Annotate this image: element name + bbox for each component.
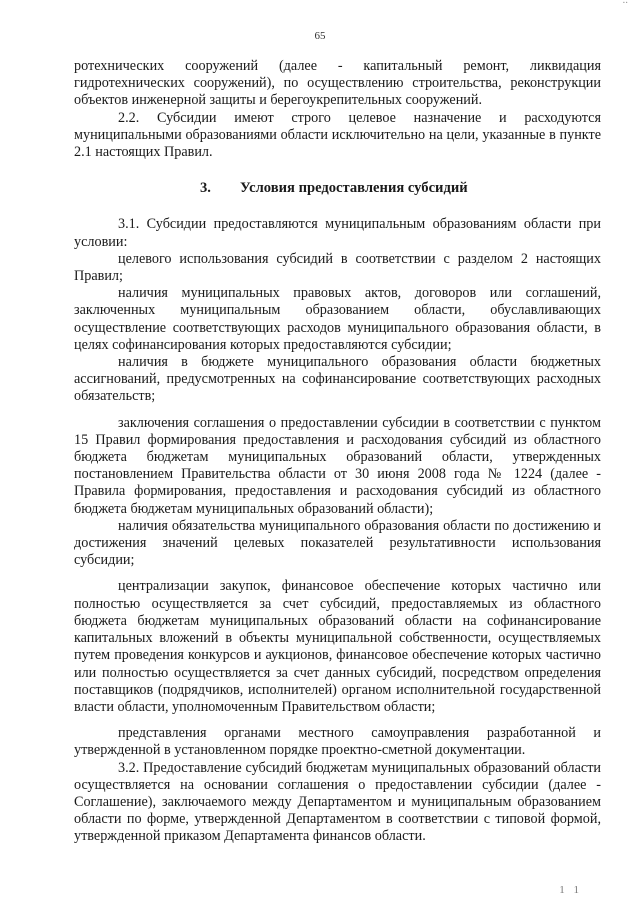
section-heading <box>74 180 601 197</box>
paragraph-continuation: ротехнических сооружений (далее - капитальный ремонт, ликвидация гидротехнических сооружений), по осуществлению строительства, реконструкции объектов инженерной защиты и берегоукрепительных сооружений. <box>74 58 601 109</box>
section-title: Условия предоставления субсидий <box>240 180 468 197</box>
paragraph-3-1: 3.1. Субсидии предоставляются муниципальным образованиям области при условии: <box>74 216 601 250</box>
condition-item: заключения соглашения о предоставлении субсидии в соответствии с пунктом 15 Правил формирования предоставления и расходования субсидий из областного бюджета бюджетам муниципальных образований области, утвержденных постановлением Правительства области от 30 июня 2008 года № 1224 (далее - Правила формирования, предоставления и расходования субсидий из областного бюджета бюджетам муниципальных образований области); <box>74 414 601 517</box>
bottom-mark: 1 1 <box>559 884 582 896</box>
page-number: 65 <box>314 30 326 42</box>
condition-item: целевого использования субсидий в соответствии с разделом 2 настоящих Правил; <box>74 250 601 285</box>
section-number: 3. <box>200 180 211 197</box>
condition-item: представления органами местного самоуправления разработанной и утвержденной в установленном порядке проектно-сметной документации. <box>74 725 601 759</box>
paragraph-3-2: 3.2. Предоставление субсидий бюджетам муниципальных образований области осуществляется на основании соглашения о предоставлении субсидии (далее - Соглашение), заключаемого между Департаментом и муниципальным образованием области по форме, утвержденной Департаментом в соответствии с типовой формой, утвержденной приказом Департамента финансов области. <box>74 759 601 845</box>
corner-mark: .. <box>622 0 628 6</box>
document-body <box>74 58 601 846</box>
condition-item: централизации закупок, финансовое обеспечение которых частично или полностью осуществляется за счет субсидий, предоставляемых из областного бюджета бюджетам муниципальных образований области на софинансирование капитальных вложений в объекты муниципальной собственности, осуществляемых путем проведения конкурсов и аукционов, финансовое обеспечение которых частично или полностью осуществляется за счет данных субсидий, посредством определения поставщиков (подрядчиков, исполнителей) органом исполнительной государственной власти области, уполномоченным Правительством области; <box>74 578 601 715</box>
condition-item: наличия муниципальных правовых актов, договоров или соглашений, заключенных муниципальным образованием области, обуславливающих осуществление соответствующих расходов муниципального образования области, в целях софинансирования которых предоставляются субсидии; <box>74 285 601 353</box>
condition-item: наличия в бюджете муниципального образования области бюджетных ассигнований, предусмотренных на софинансирование соответствующих расходных обязательств; <box>74 354 601 405</box>
paragraph-2-2: 2.2. Субсидии имеют строго целевое назначение и расходуются муниципальными образованиями области исключительно на цели, указанные в пункте 2.1 настоящих Правил. <box>74 109 601 161</box>
condition-item: наличия обязательства муниципального образования области по достижению и достижения значений целевых показателей результативности использования субсидии; <box>74 517 601 569</box>
